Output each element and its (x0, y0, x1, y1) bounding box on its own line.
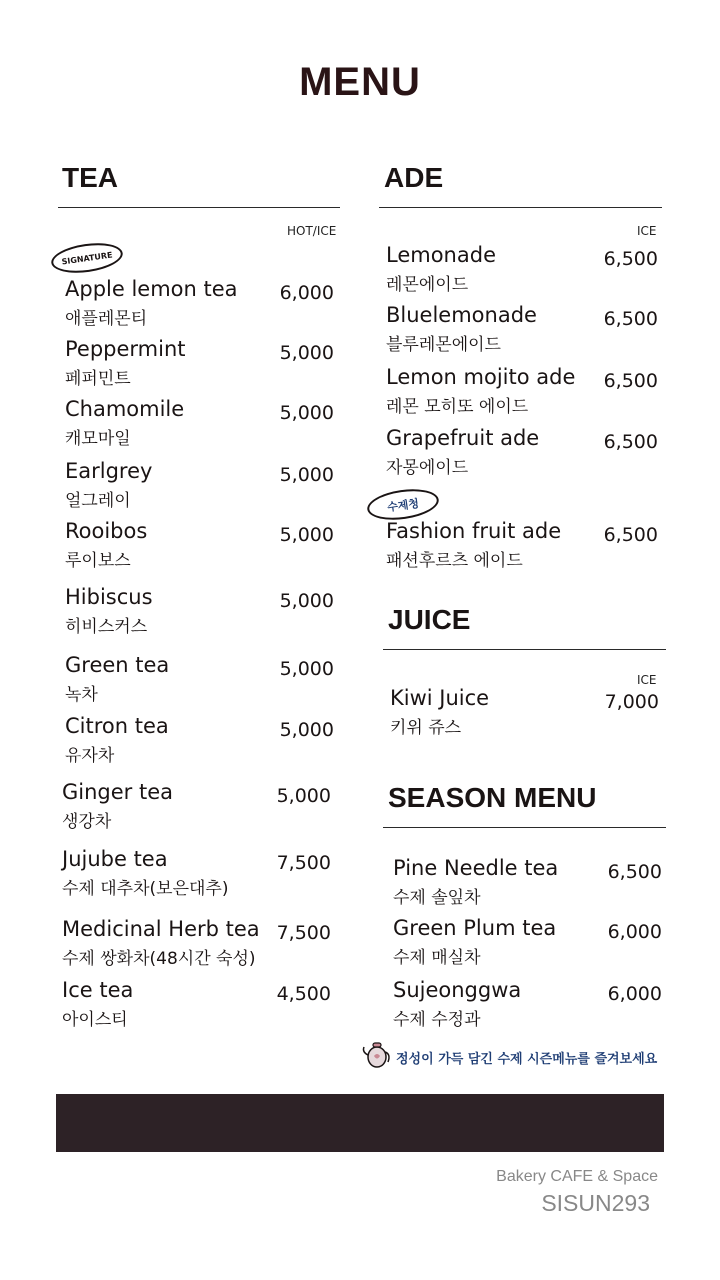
menu-item-korean-name: 아이스티 (62, 1010, 128, 1030)
menu-item-name: Grapefruit ade (386, 426, 540, 450)
menu-item-price: 5,000 (279, 402, 334, 424)
juice-divider (383, 649, 666, 650)
menu-item-name: Medicinal Herb tea (62, 917, 260, 941)
menu-item-price: 6,500 (603, 248, 658, 270)
menu-item-name: Kiwi Juice (390, 686, 490, 710)
menu-item-price: 5,000 (276, 785, 331, 807)
menu-item-korean-name: 패션후르츠 에이드 (386, 551, 523, 571)
menu-item-name: Jujube tea (62, 847, 168, 871)
menu-item-name: Bluelemonade (386, 303, 537, 327)
menu-item-korean-name: 페퍼민트 (65, 369, 131, 389)
menu-item-name: Earlgrey (65, 459, 153, 483)
menu-item-korean-name: 수제 솔잎차 (393, 888, 481, 908)
menu-item-korean-name: 수제 쌍화차(48시간 숙성) (62, 949, 256, 969)
tea-divider (58, 207, 340, 208)
menu-item-name: Chamomile (65, 397, 185, 421)
handmade-badge: 수제청 (365, 485, 440, 524)
menu-item-korean-name: 수제 대추차(보은대추) (62, 879, 229, 899)
menu-item-price: 6,000 (607, 983, 662, 1005)
menu-item-korean-name: 애플레몬티 (65, 309, 148, 329)
menu-item-price: 6,500 (607, 861, 662, 883)
menu-item-name: Peppermint (65, 337, 186, 361)
footer-tagline: Bakery CAFE & Space (496, 1168, 658, 1185)
signature-badge: SIGNATURE (49, 239, 124, 277)
menu-item-name: Fashion fruit ade (386, 519, 562, 543)
footer-bar (56, 1094, 664, 1152)
menu-item-price: 6,000 (607, 921, 662, 943)
menu-item-name: Rooibos (65, 519, 148, 543)
menu-item-price: 5,000 (279, 464, 334, 486)
menu-item-price: 5,000 (279, 590, 334, 612)
ade-divider (379, 207, 662, 208)
menu-item-price: 7,500 (276, 852, 331, 874)
menu-item-price: 5,000 (279, 342, 334, 364)
menu-item-price: 6,000 (279, 282, 334, 304)
menu-item-korean-name: 자몽에이드 (386, 458, 469, 478)
menu-item-name: Citron tea (65, 714, 169, 738)
menu-item-price: 6,500 (603, 524, 658, 546)
menu-item-korean-name: 캐모마일 (65, 429, 131, 449)
page-title: MENU (299, 60, 421, 104)
menu-item-korean-name: 생강차 (62, 812, 112, 832)
menu-item-name: Ginger tea (62, 780, 173, 804)
menu-item-korean-name: 녹차 (65, 685, 98, 705)
menu-item-price: 7,500 (276, 922, 331, 944)
menu-item-korean-name: 수제 수정과 (393, 1010, 481, 1030)
season-note: 정성이 가득 담긴 수제 시즌메뉴를 즐겨보세요 (396, 1052, 658, 1067)
menu-item-price: 5,000 (279, 524, 334, 546)
ade-column-label: ICE (637, 224, 657, 238)
menu-item-price: 6,500 (603, 431, 658, 453)
tea-column-label: HOT/ICE (287, 224, 337, 238)
menu-item-name: Ice tea (62, 978, 134, 1002)
menu-item-price: 7,000 (604, 691, 659, 713)
menu-item-price: 6,500 (603, 308, 658, 330)
menu-item-price: 6,500 (603, 370, 658, 392)
ade-heading: ADE (384, 162, 444, 193)
menu-item-name: Green tea (65, 653, 170, 677)
teapot-icon (361, 1038, 391, 1070)
footer-brand: SISUN293 (541, 1190, 650, 1216)
menu-item-name: Sujeonggwa (393, 978, 522, 1002)
menu-item-korean-name: 수제 매실차 (393, 948, 481, 968)
menu-item-price: 5,000 (279, 658, 334, 680)
menu-item-korean-name: 루이보스 (65, 551, 131, 571)
menu-item-korean-name: 키위 쥬스 (390, 718, 462, 738)
season-heading: SEASON MENU (388, 782, 597, 813)
menu-item-name: Hibiscus (65, 585, 153, 609)
menu-item-korean-name: 얼그레이 (65, 491, 131, 511)
menu-item-korean-name: 블루레몬에이드 (386, 335, 501, 355)
juice-heading: JUICE (388, 604, 471, 635)
menu-item-korean-name: 레몬에이드 (386, 275, 469, 295)
season-divider (383, 827, 666, 828)
menu-item-name: Pine Needle tea (393, 856, 559, 880)
menu-item-name: Lemon mojito ade (386, 365, 576, 389)
menu-item-price: 5,000 (279, 719, 334, 741)
menu-item-price: 4,500 (276, 983, 331, 1005)
tea-heading: TEA (62, 162, 118, 193)
menu-item-name: Apple lemon tea (65, 277, 238, 301)
menu-item-name: Green Plum tea (393, 916, 557, 940)
menu-item-korean-name: 히비스커스 (65, 617, 148, 637)
menu-item-name: Lemonade (386, 243, 496, 267)
juice-column-label: ICE (637, 673, 657, 687)
menu-item-korean-name: 유자차 (65, 746, 115, 766)
menu-item-korean-name: 레몬 모히또 에이드 (386, 397, 529, 417)
